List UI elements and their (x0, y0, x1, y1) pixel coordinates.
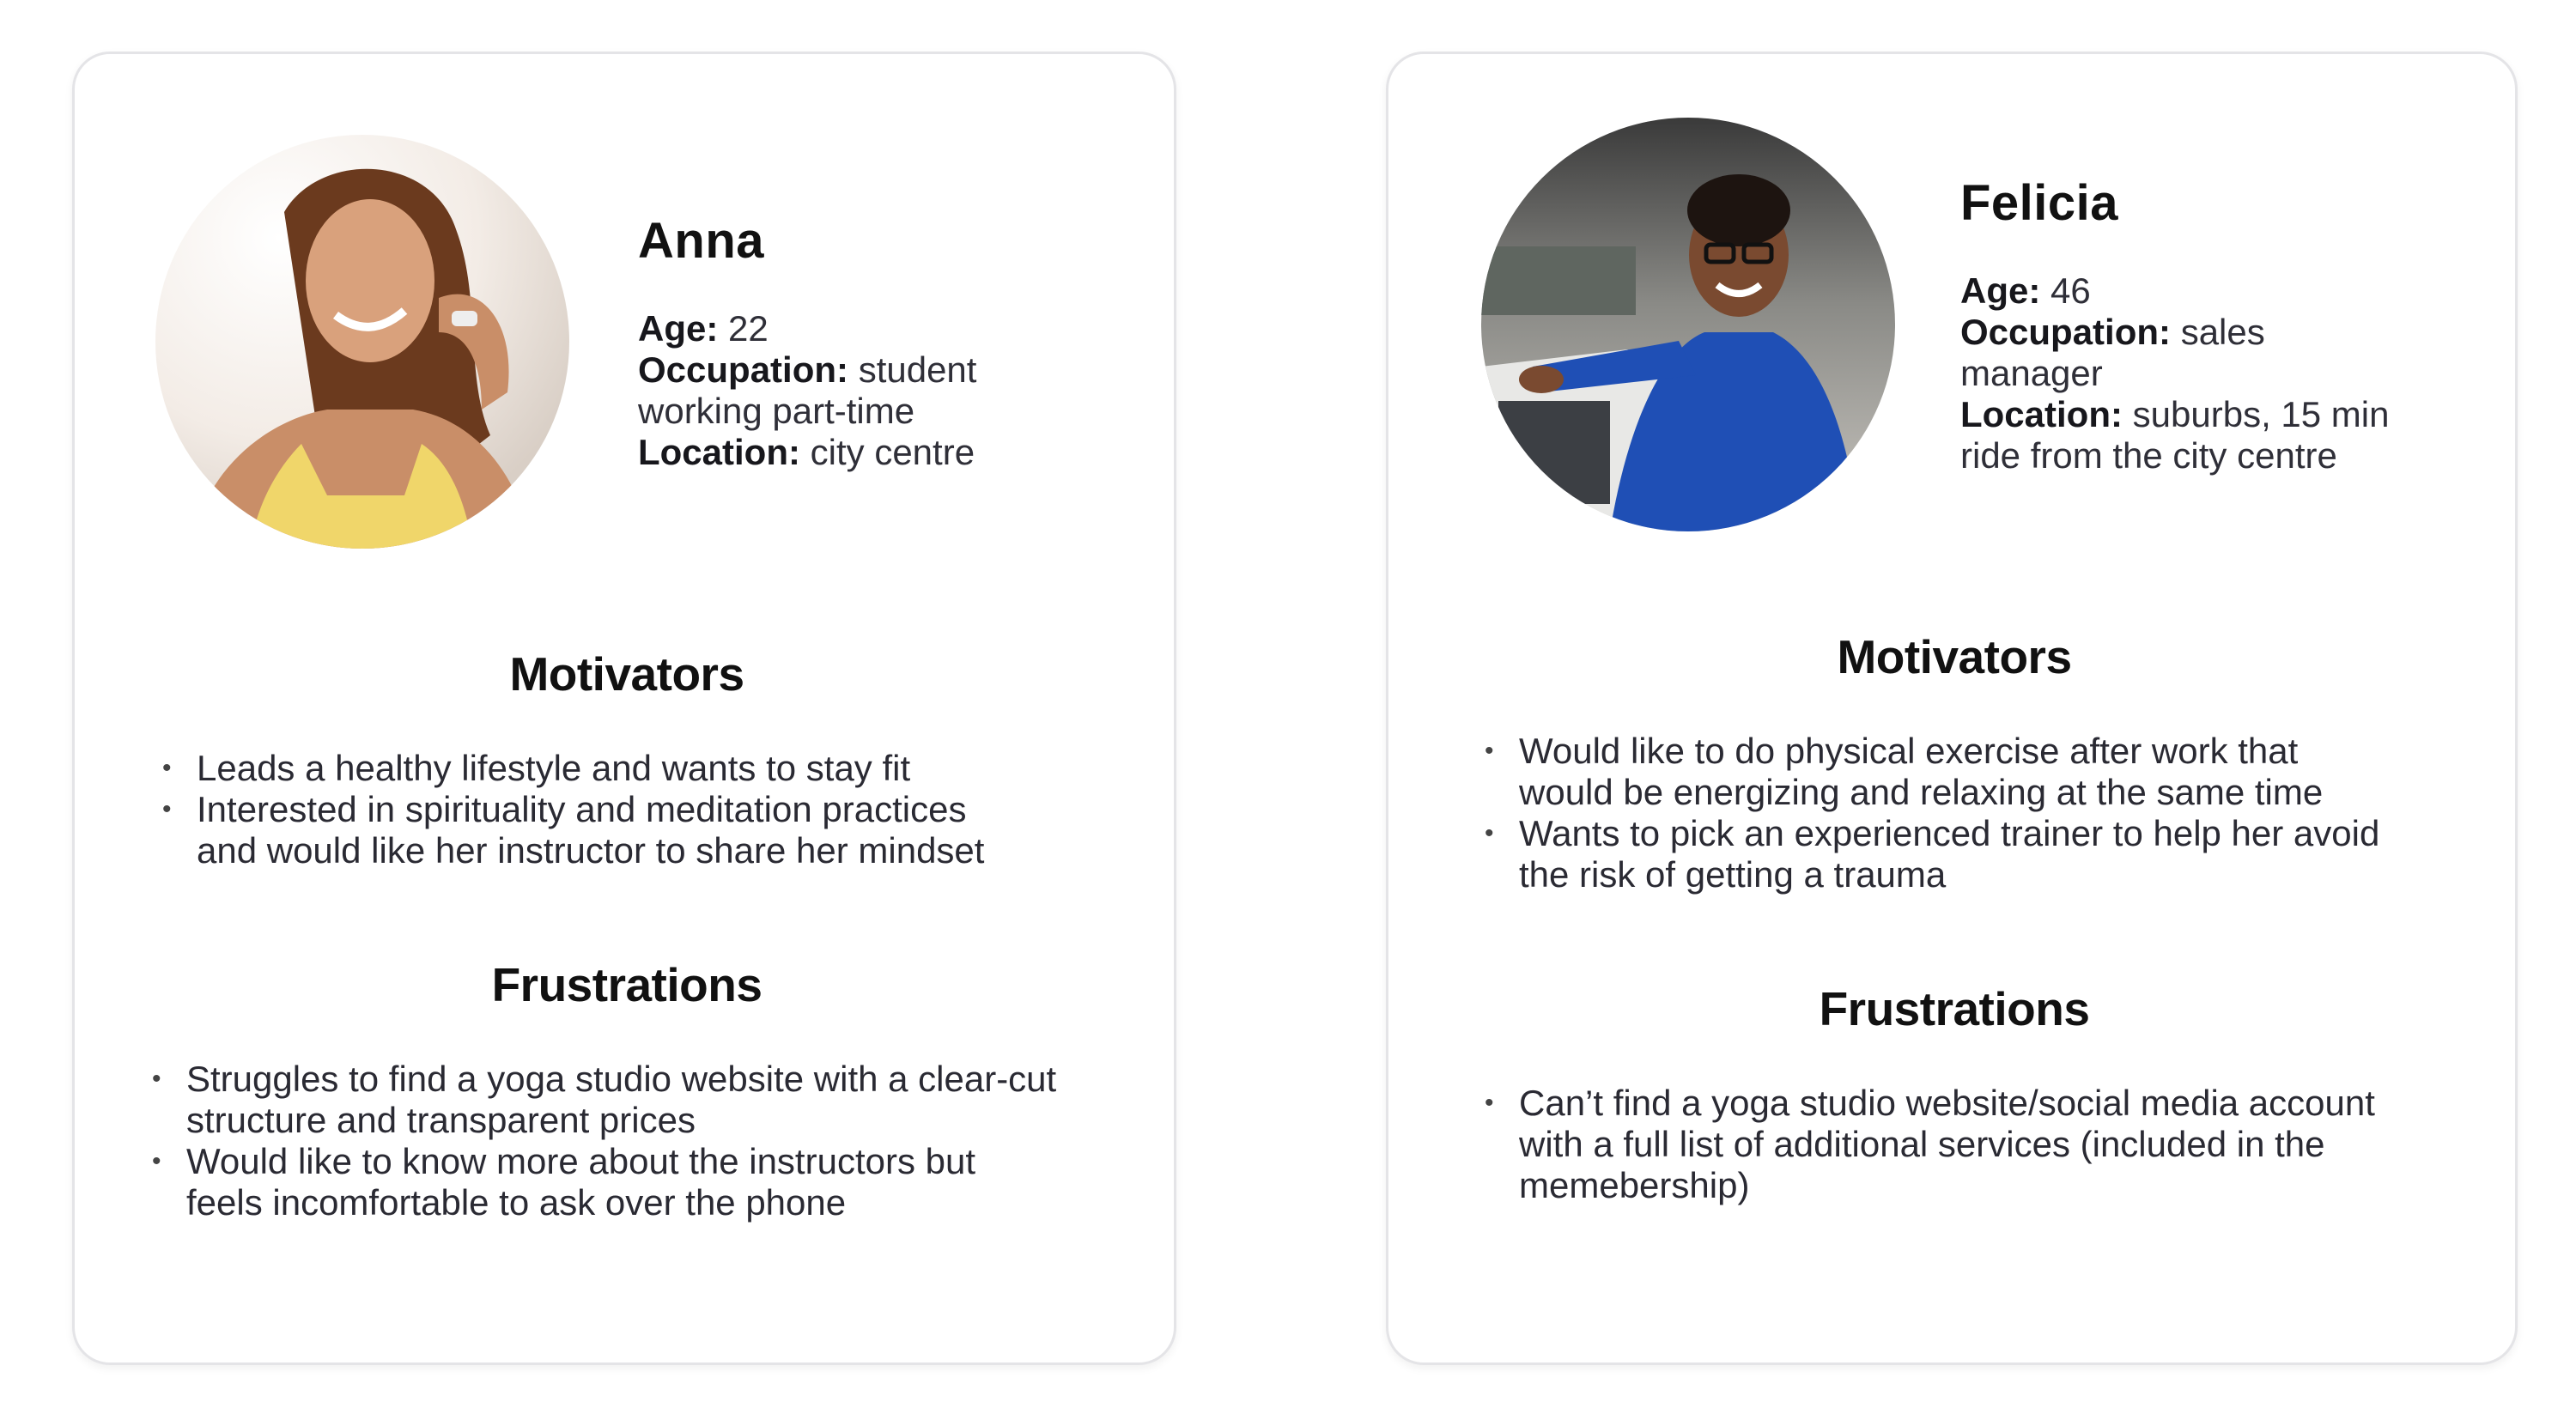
persona-card-anna (72, 52, 1176, 1365)
list-item-text-continued: feels incomfortable to ask over the phone (186, 1182, 847, 1223)
list-item-text: Struggles to find a yoga studio website with a clear-cut (186, 1059, 1057, 1099)
occupation-row (1960, 312, 2389, 353)
location-row (638, 432, 976, 473)
list-item-text-continued: with a full list of additional services (included in the (1519, 1124, 2325, 1164)
persona-details (638, 308, 976, 473)
bullet-icon: • (1485, 1089, 1494, 1117)
list-item-text-continued: would be energizing and relaxing at the same time (1519, 772, 2324, 812)
woman-smiling-photo (155, 135, 569, 549)
list-item-text-continued: memebership) (1519, 1165, 1750, 1205)
occupation-row (638, 349, 976, 391)
list-item-text-continued: the risk of getting a trauma (1519, 854, 1947, 895)
occupation-row-continued: working part-time (638, 391, 915, 431)
occupation-value: student (858, 349, 977, 390)
bullet-icon: • (162, 754, 172, 782)
location-value: city centre (810, 432, 975, 472)
list-item-text: Would like to do physical exercise after work that (1519, 731, 2299, 771)
location-label: Location: (638, 432, 800, 472)
bullet-icon: • (1485, 737, 1494, 765)
occupation-row-continued: manager (1960, 353, 2103, 393)
age-row (638, 308, 976, 349)
list-item (162, 789, 1124, 871)
list-item-text: Would like to know more about the instructors but (186, 1141, 976, 1181)
avatar-image (1481, 118, 1895, 531)
age-row (1960, 270, 2389, 312)
bullet-icon: • (1485, 819, 1494, 847)
list-item (152, 1059, 1157, 1141)
frustrations-list (1485, 1083, 2498, 1206)
woman-glasses-photo (1481, 118, 1895, 531)
age-label: Age: (638, 308, 719, 349)
occupation-label: Occupation: (638, 349, 849, 390)
list-item (1485, 813, 2489, 895)
list-item-text: Wants to pick an experienced trainer to help her avoid (1519, 813, 2380, 853)
occupation-value: sales (2180, 312, 2265, 352)
list-item (1485, 1083, 2498, 1206)
frustrations-title: Frustrations (491, 958, 762, 1011)
persona-card-felicia (1386, 52, 2518, 1365)
list-item-text: Leads a healthy lifestyle and wants to stay fit (197, 748, 911, 788)
bullet-icon: • (162, 795, 172, 823)
location-label: Location: (1960, 394, 2123, 434)
location-value: suburbs, 15 min (2132, 394, 2390, 434)
frustrations-title: Frustrations (1819, 982, 2090, 1035)
list-item (1485, 731, 2489, 813)
motivators-list (162, 748, 1124, 871)
persona-name: Anna (638, 213, 764, 269)
motivators-list (1485, 731, 2489, 895)
age-value: 46 (2050, 270, 2091, 311)
motivators-title: Motivators (509, 647, 744, 701)
list-item-text-continued: and would like her instructor to share her mindset (197, 830, 985, 871)
occupation-label: Occupation: (1960, 312, 2172, 352)
avatar-image (155, 135, 569, 549)
age-value: 22 (728, 308, 769, 349)
list-item-text-continued: structure and transparent prices (186, 1100, 696, 1140)
persona-name: Felicia (1960, 175, 2119, 231)
bullet-icon: • (152, 1065, 161, 1093)
motivators-title: Motivators (1837, 630, 2072, 683)
bullet-icon: • (152, 1147, 161, 1175)
frustrations-list (152, 1059, 1157, 1223)
list-item-text: Can’t find a yoga studio website/social media account (1519, 1083, 2375, 1123)
age-label: Age: (1960, 270, 2041, 311)
location-row (1960, 394, 2389, 435)
list-item-text: Interested in spirituality and meditation practices (197, 789, 967, 829)
list-item (162, 748, 1124, 789)
location-row-continued: ride from the city centre (1960, 435, 2337, 476)
list-item (152, 1141, 1157, 1223)
persona-details (1960, 270, 2389, 476)
